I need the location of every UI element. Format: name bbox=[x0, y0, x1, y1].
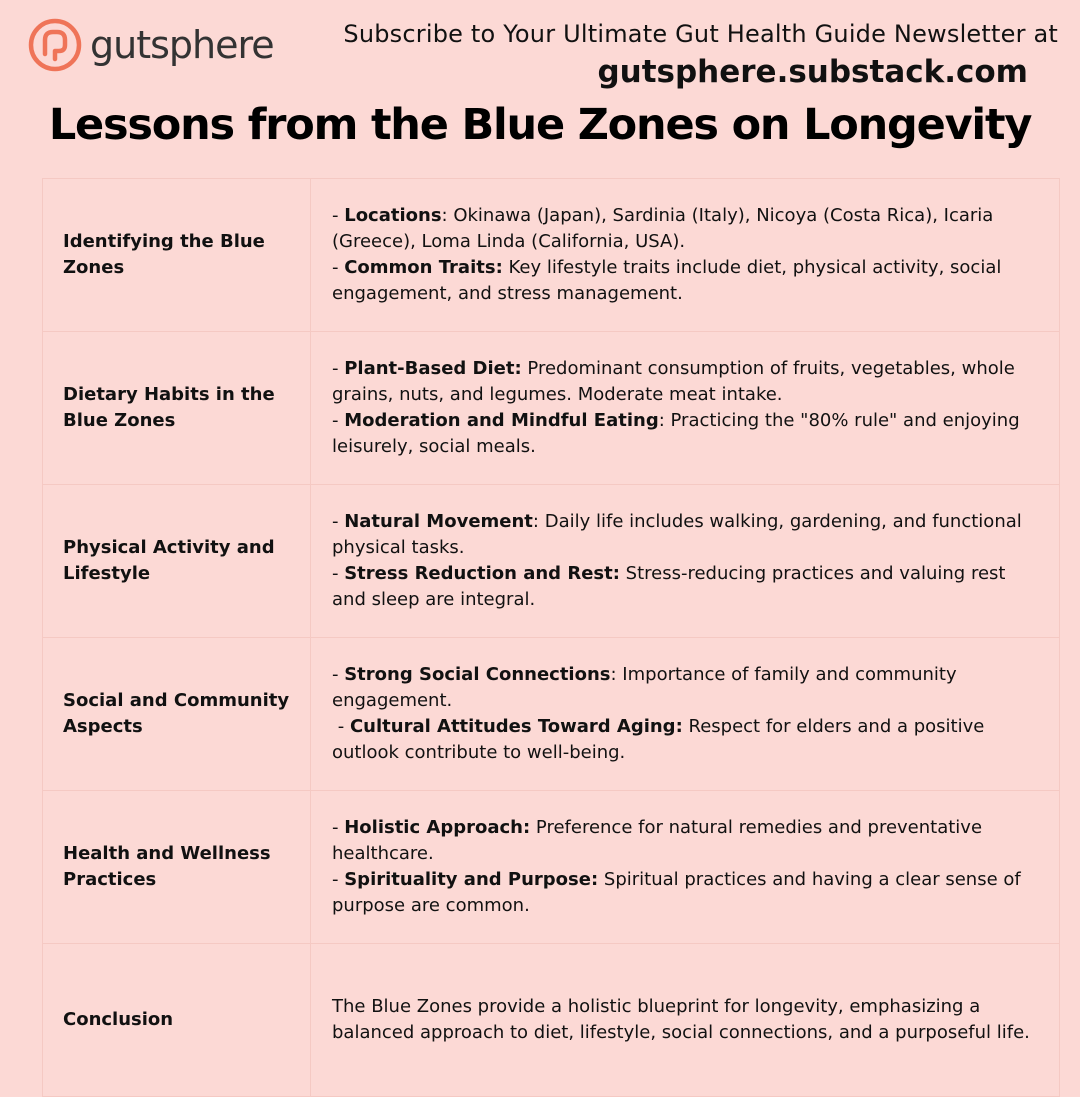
table-row bbox=[43, 179, 1060, 332]
row-topic: Identifying the Blue Zones bbox=[43, 179, 311, 332]
lessons-table bbox=[42, 178, 1060, 1097]
detail-text: Key lifestyle traits include diet, physical activity, social engagement, and stress management. bbox=[332, 257, 1002, 304]
detail-text: Preference for natural remedies and preventative healthcare. bbox=[332, 817, 983, 864]
detail-item bbox=[332, 994, 1041, 1046]
table-row bbox=[43, 944, 1060, 1097]
newsletter-url[interactable]: gutsphere.substack.com bbox=[597, 54, 1028, 90]
detail-text: : Daily life includes walking, gardening, and functional physical tasks. bbox=[332, 511, 1022, 558]
gut-logo-icon bbox=[28, 18, 82, 72]
detail-bullet: - bbox=[332, 869, 345, 890]
table-row bbox=[43, 638, 1060, 791]
row-topic: Health and Wellness Practices bbox=[43, 791, 311, 944]
detail-item bbox=[332, 356, 1041, 408]
detail-bullet: - bbox=[332, 257, 345, 278]
detail-text: : Importance of family and community engagement. bbox=[332, 664, 957, 711]
brand-logo bbox=[28, 18, 274, 72]
row-details bbox=[311, 332, 1060, 485]
row-details bbox=[311, 179, 1060, 332]
detail-item bbox=[332, 509, 1041, 561]
table-row bbox=[43, 791, 1060, 944]
detail-item bbox=[332, 255, 1041, 307]
detail-text: : Okinawa (Japan), Sardinia (Italy), Nicoya (Costa Rica), Icaria (Greece), Loma Linda (California, USA). bbox=[332, 205, 994, 252]
detail-item bbox=[332, 561, 1041, 613]
detail-term: Stress Reduction and Rest: bbox=[344, 563, 620, 584]
detail-bullet: - bbox=[332, 511, 345, 532]
detail-item bbox=[332, 203, 1041, 255]
detail-bullet: - bbox=[332, 817, 345, 838]
detail-text: The Blue Zones provide a holistic blueprint for longevity, emphasizing a balanced approach to diet, lifestyle, social connections, and a purposeful life. bbox=[332, 996, 1030, 1043]
detail-text: Respect for elders and a positive outlook contribute to well-being. bbox=[332, 716, 985, 763]
page-title: Lessons from the Blue Zones on Longevity bbox=[48, 100, 1032, 150]
row-details bbox=[311, 944, 1060, 1097]
detail-bullet: - bbox=[332, 716, 350, 737]
detail-term: Cultural Attitudes Toward Aging: bbox=[349, 716, 683, 737]
detail-term: Strong Social Connections bbox=[344, 664, 611, 685]
detail-item bbox=[332, 714, 1041, 766]
row-topic: Dietary Habits in the Blue Zones bbox=[43, 332, 311, 485]
table-row bbox=[43, 332, 1060, 485]
detail-text: Stress-reducing practices and valuing rest and sleep are integral. bbox=[332, 563, 1006, 610]
detail-text: : Practicing the "80% rule" and enjoying leisurely, social meals. bbox=[332, 410, 1020, 457]
detail-term: Natural Movement bbox=[344, 511, 533, 532]
row-topic: Physical Activity and Lifestyle bbox=[43, 485, 311, 638]
detail-bullet: - bbox=[332, 563, 345, 584]
detail-bullet: - bbox=[332, 358, 345, 379]
detail-text: Predominant consumption of fruits, vegetables, whole grains, nuts, and legumes. Moderate meat intake. bbox=[332, 358, 1015, 405]
detail-text: Spiritual practices and having a clear sense of purpose are common. bbox=[332, 869, 1021, 916]
row-details bbox=[311, 638, 1060, 791]
detail-item bbox=[332, 815, 1041, 867]
subscribe-text: Subscribe to Your Ultimate Gut Health Guide Newsletter at bbox=[343, 20, 1058, 48]
detail-term: Moderation and Mindful Eating bbox=[344, 410, 659, 431]
detail-term: Common Traits: bbox=[344, 257, 503, 278]
row-topic: Social and Community Aspects bbox=[43, 638, 311, 791]
detail-bullet: - bbox=[332, 205, 345, 226]
detail-bullet: - bbox=[332, 664, 345, 685]
row-details bbox=[311, 791, 1060, 944]
row-details bbox=[311, 485, 1060, 638]
detail-bullet: - bbox=[332, 410, 345, 431]
detail-term: Locations bbox=[344, 205, 442, 226]
detail-term: Plant-Based Diet: bbox=[344, 358, 522, 379]
table-row bbox=[43, 485, 1060, 638]
detail-term: Spirituality and Purpose: bbox=[344, 869, 599, 890]
brand-name: gutsphere bbox=[90, 23, 274, 67]
detail-item bbox=[332, 662, 1041, 714]
detail-term: Holistic Approach: bbox=[344, 817, 531, 838]
row-topic: Conclusion bbox=[43, 944, 311, 1097]
subscribe-banner bbox=[343, 20, 1058, 90]
detail-item bbox=[332, 408, 1041, 460]
detail-item bbox=[332, 867, 1041, 919]
